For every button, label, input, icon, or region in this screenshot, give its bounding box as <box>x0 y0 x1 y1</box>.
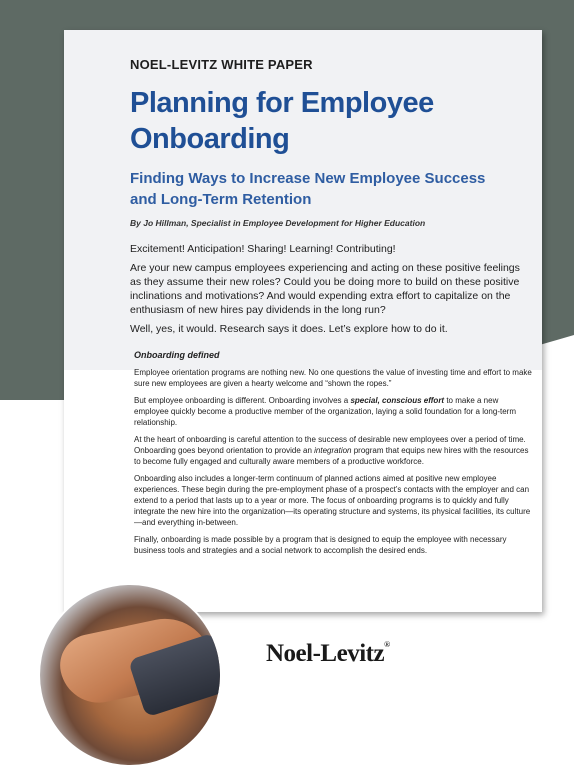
body-paragraph-5: Finally, onboarding is made possible by a program that is designed to equip the employee with necessary business tools and strategies and a social network to accomplish the desired ends. <box>134 535 507 555</box>
document-title: Planning for Employee Onboarding <box>130 87 434 155</box>
paragraph-2-text-a: But employee onboarding is different. Onboarding involves a <box>134 396 351 405</box>
paragraph-2-text-b: to make a new employee quickly become a productive member of the organization, laying a solid foundation for a long-term relationship. <box>134 396 516 427</box>
section-heading: Onboarding defined <box>134 350 220 360</box>
intro-exclamations: Excitement! Anticipation! Sharing! Learning! Contributing! <box>130 243 396 255</box>
paragraph-3-text-b: program that equips new hires with the resources to become fully engaged and culturally aware members of a productive workforce. <box>134 446 529 466</box>
body-paragraph-1: Employee orientation programs are nothing new. No one questions the value of investing time and effort to make sure new employees are given a hearty welcome and “shown the ropes.” <box>134 368 532 388</box>
intro-questions: Are your new campus employees experiencing and acting on these positive feelings as they assume their new roles? Could you be doing more to build on these positive inclinations and motivations? And would expending extra effort to capitalize on the enthusiasm of new hires pay dividends in the long run? <box>130 262 520 316</box>
document-kicker: NOEL-LEVITZ WHITE PAPER <box>130 57 313 72</box>
handshake-photo <box>40 585 220 765</box>
body-section <box>134 350 534 562</box>
noel-levitz-logo <box>266 640 390 668</box>
body-paragraph-2 <box>134 395 534 428</box>
paragraph-2-emphasis: special, conscious effort <box>350 396 445 405</box>
author-byline: By Jo Hillman, Specialist in Employee Development for Higher Education <box>130 218 426 228</box>
logo-text: Noel-Levitz <box>266 640 385 667</box>
body-paragraph-4: Onboarding also includes a longer-term continuum of planned actions aimed at positive new employee experiences. These begin during the pre-employment phase of a prospect’s contacts with the employer and can extend to a period that lasts up to a year or more. The focus of onboarding programs is to quickly and fully integrate the new hire into the organization—its operating structure and systems, its physical facilities, its culture—and everything in-between. <box>134 474 531 527</box>
paragraph-3-text-a: At the heart of onboarding is careful attention to the success of desirable new employees over a period of time. Onboarding goes beyond orientation to provide an <box>134 435 526 455</box>
intro-answer: Well, yes, it would. Research says it does. Let’s explore how to do it. <box>130 323 448 335</box>
paragraph-3-emphasis: integration <box>314 446 352 455</box>
intro-section <box>130 242 530 341</box>
document-subtitle: Finding Ways to Increase New Employee Success and Long-Term Retention <box>130 170 486 208</box>
body-paragraph-3 <box>134 434 534 467</box>
registered-mark: ® <box>384 640 390 649</box>
white-paper-page <box>64 30 542 612</box>
